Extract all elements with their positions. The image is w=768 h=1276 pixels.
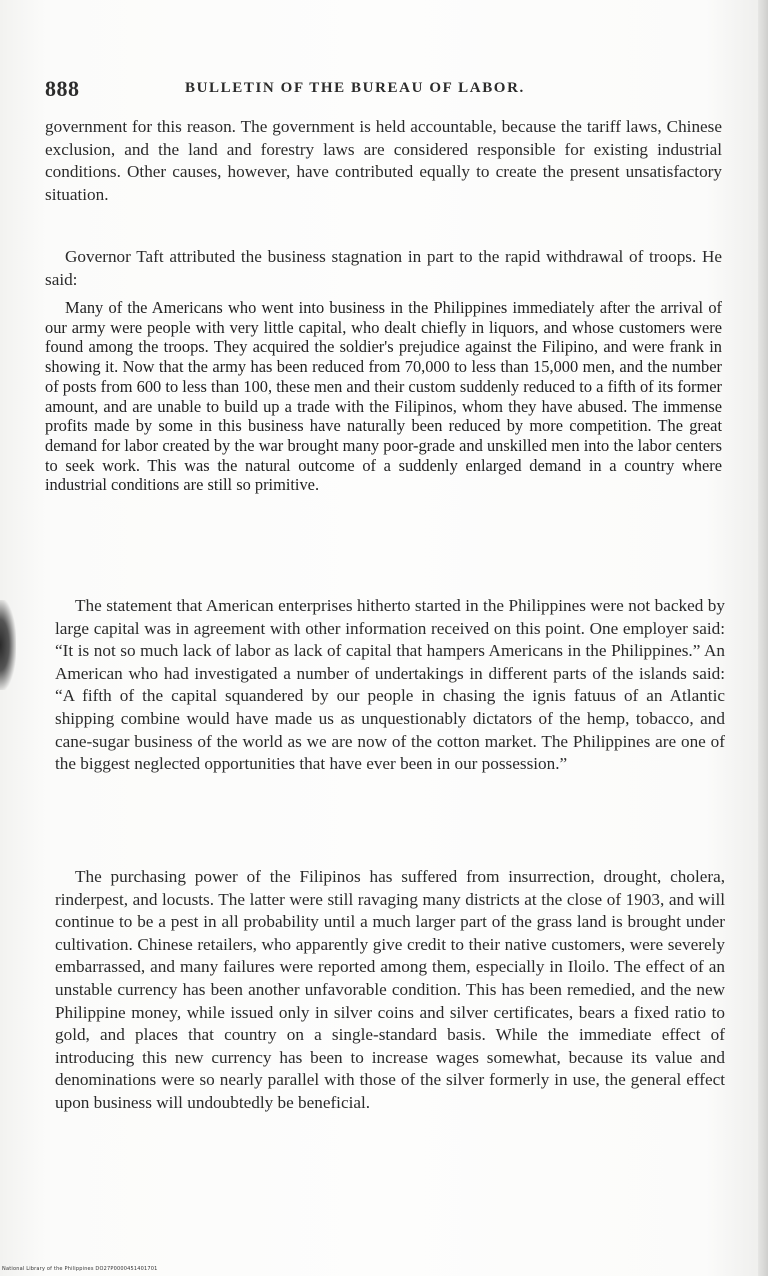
paragraph-3: The statement that American enterprises hitherto started in the Philippines were not backed by large capital was in agreement with other information received on this point. One employer said: “It is not so much lack of labor as lack of capital that hampers Americans in the Philippines.” An American who had investigated a number of undertakings in different parts of the islands said: “A fifth of the capital squandered by our people in chasing the ignis fatuus of an Atlantic shipping combine would have made us as unquestionably dictators of the hemp, tobacco, and cane-sugar business of the world as we are now of the cotton market. The Philippines are one of the biggest neglected opportunities that have ever been in our possession.” xyxy=(55,596,725,774)
page-number: 888 xyxy=(45,76,80,101)
paragraph-2: Governor Taft attributed the business stagnation in part to the rapid withdrawal of troops. He said: xyxy=(45,247,722,289)
running-head: BULLETIN OF THE BUREAU OF LABOR. xyxy=(185,80,525,96)
binding-mark xyxy=(0,600,16,690)
page-edge-shadow xyxy=(758,0,768,1276)
library-footer: National Library of the Philippines DO27P0000451401701 xyxy=(2,1266,158,1272)
paragraph-1: government for this reason. The government is held accountable, because the tariff laws, Chinese exclusion, and the land and forestry laws are considered responsible for existing industrial conditions. Other causes, however, have contributed equally to create the present unsatisfactory situation. xyxy=(45,117,722,204)
paragraph-4: The purchasing power of the Filipinos has suffered from insurrection, drought, cholera, rinderpest, and locusts. The latter were still ravaging many districts at the close of 1903, and will continue to be a pest in all probability until a much larger part of the grass land is brought under cultivation. Chinese retailers, who apparently give credit to their native customers, were severely embarrassed, and many failures were reported among them, especially in Iloilo. The effect of an unstable currency has been another unfavorable condition. This has been remedied, and the new Philippine money, while issued only in silver coins and silver certificates, bears a fixed ratio to gold, and places that country on a single-standard basis. While the immediate effect of introducing this new currency has been to increase wages somewhat, because its value and denominations were so nearly parallel with those of the silver formerly in use, the general effect upon business will undoubtedly be beneficial. xyxy=(55,867,725,1112)
page-header xyxy=(45,76,725,104)
block-quote: Many of the Americans who went into business in the Philippines immediately after the arrival of our army were people with very little capital, who dealt chiefly in liquors, and whose customers were found among the troops. They acquired the soldier's prejudice against the Filipino, and were frank in showing it. Now that the army has been reduced from 70,000 to less than 15,000 men, and the number of posts from 600 to less than 100, these men and their custom suddenly reduced to a fifth of its former amount, and are unable to build up a trade with the Filipinos, whom they have abused. The immense profits made by some in this business have naturally been reduced by more competition. The great demand for labor created by the war brought many poor-grade and unskilled men into the labor centers to seek work. This was the natural outcome of a suddenly enlarged demand in a country where industrial conditions are still so primitive. xyxy=(45,298,722,495)
